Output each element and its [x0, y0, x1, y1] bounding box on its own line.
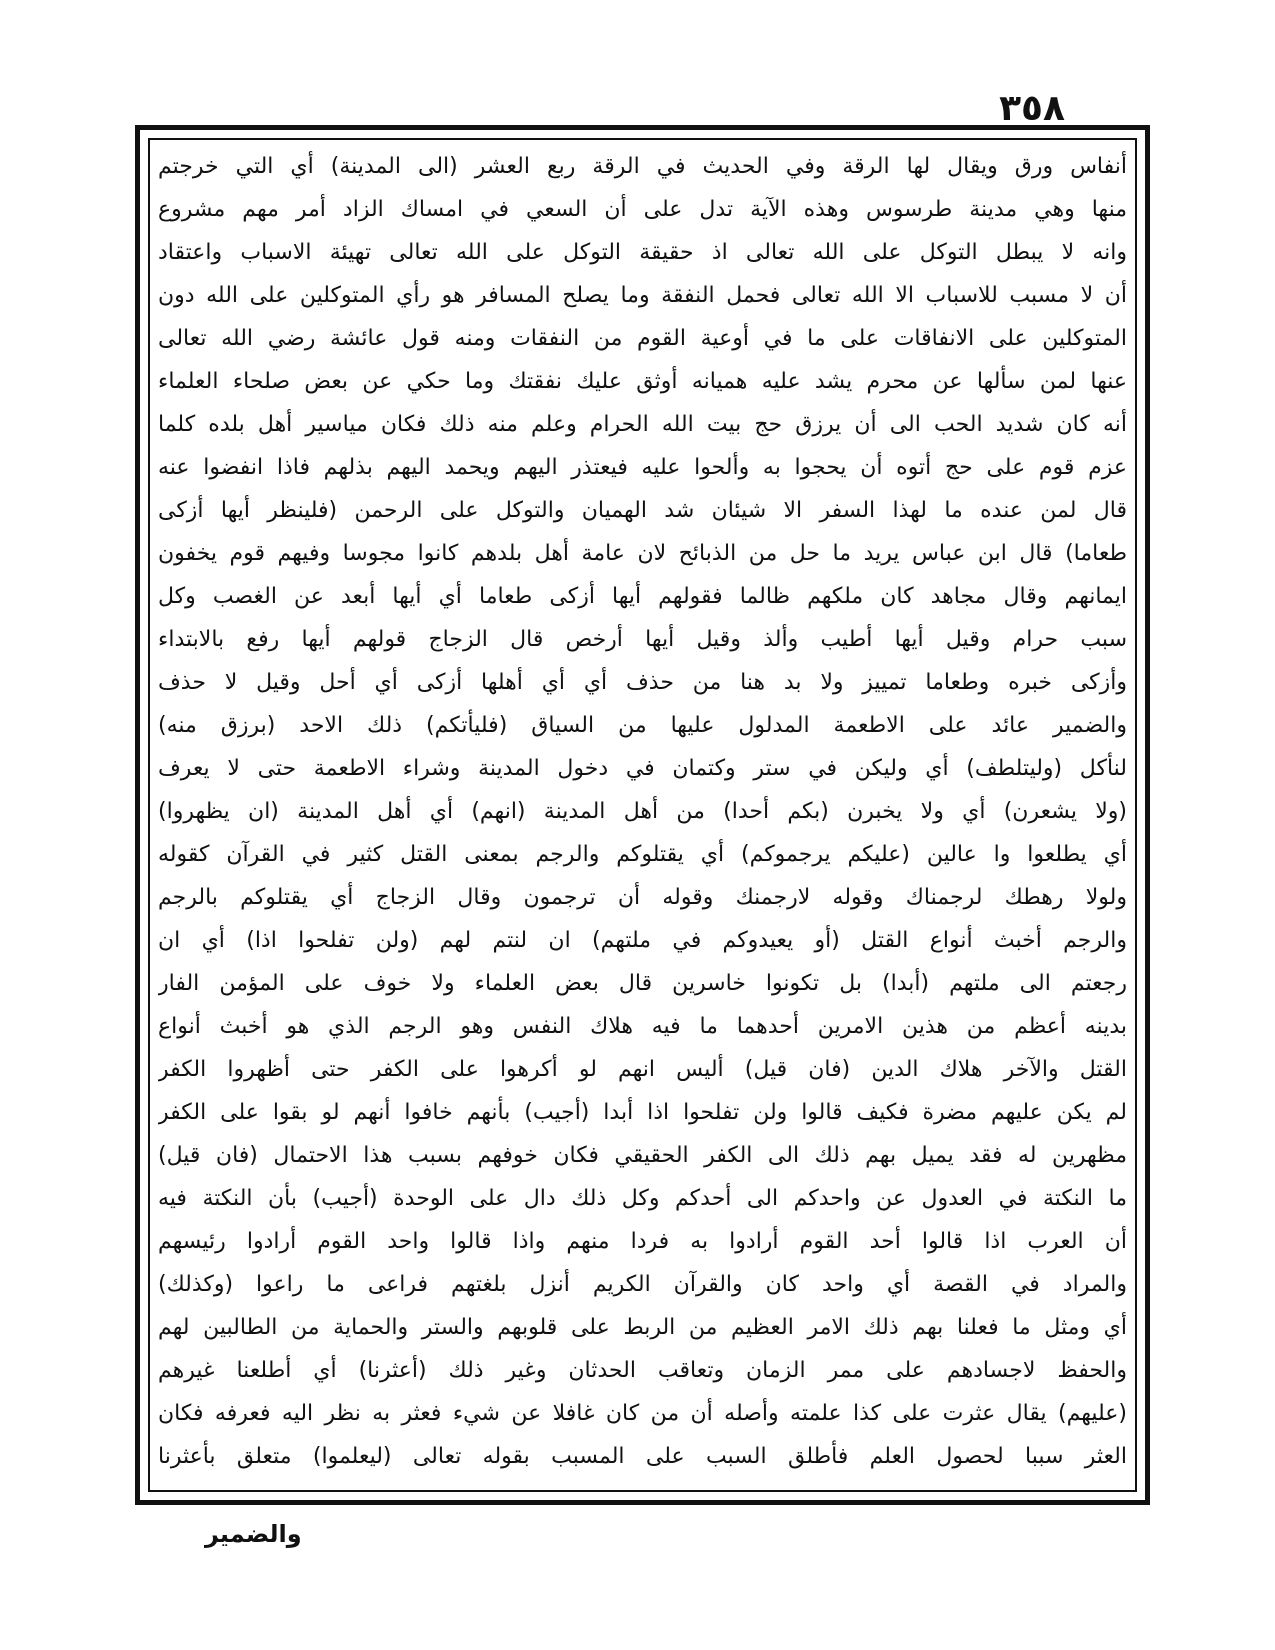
- text-line: لنأكل (وليتلطف) أي وليكن في ستر وكتمان في دخول المدينة وشراء الاطعمة حتى لا يعرف: [158, 756, 1127, 781]
- text-line: العثر سببا لحصول العلم فأطلق السبب على المسبب بقوله تعالى (ليعلموا) متعلق بأعثرنا: [158, 1444, 1127, 1469]
- text-line: أن لا مسبب للاسباب الا الله تعالى فحمل النفقة وما يصلح المسافر هو رأي المتوكلين على الله دون: [158, 283, 1127, 308]
- text-line: (ولا يشعرن) أي ولا يخبرن (بكم أحدا) من أهل المدينة (انهم) أي أهل المدينة (ان يظهروا): [158, 799, 1127, 824]
- text-block: [150, 140, 1135, 1490]
- text-line: أنفاس ورق ويقال لها الرقة وفي الحديث في الرقة ربع العشر (الى المدينة) أي التي خرجتم: [158, 154, 1127, 179]
- text-line: أن العرب اذا قالوا أحد القوم أرادوا به فردا منهم واذا قالوا واحد القوم أرادوا رئيسهم: [158, 1229, 1127, 1254]
- text-line: سبب حرام وقيل أيها أطيب وألذ وقيل أيها أرخص قال الزجاج قولهم أيها رفع بالابتداء: [158, 627, 1127, 652]
- text-line: والمراد في القصة أي واحد كان والقرآن الكريم أنزل بلغتهم فراعى ما راعوا (وكذلك): [158, 1272, 1127, 1297]
- text-line: وانه لا يبطل التوكل على الله تعالى اذ حقيقة التوكل على الله تعالى تهيئة الاسباب واعتقاد: [158, 240, 1127, 265]
- text-line: والحفظ لاجسادهم على ممر الزمان وتعاقب الحدثان وغير ذلك (أعثرنا) أي أطلعنا غيرهم: [158, 1358, 1127, 1383]
- text-line: رجعتم الى ملتهم (أبدا) بل تكونوا خاسرين قال بعض العلماء ولا خوف على المؤمن الفار: [158, 971, 1127, 996]
- text-line: لم يكن عليهم مضرة فكيف قالوا ولن تفلحوا اذا أبدا (أجيب) بأنهم خافوا أنهم لو بقوا على الكفر: [158, 1100, 1127, 1125]
- text-line: المتوكلين على الانفاقات على ما في أوعية القوم من النفقات ومنه قول عائشة رضي الله تعالى: [158, 326, 1127, 351]
- text-line: أنه كان شديد الحب الى أن يرزق حج بيت الله الحرام وعلم منه ذلك فكان مياسير أهل بلده كلما: [158, 412, 1127, 437]
- text-line: طعاما) قال ابن عباس يريد ما حل من الذبائح لان عامة أهل بلدهم كانوا مجوسا وفيهم قوم يخفون: [158, 541, 1127, 566]
- text-line: أي ومثل ما فعلنا بهم ذلك الامر العظيم من الربط على قلوبهم والستر والحماية من الطالبين لهم: [158, 1315, 1127, 1340]
- text-line: عزم قوم على حج أتوه أن يحجوا به وألحوا عليه فيعتذر اليهم ويحمد اليهم بذلهم فاذا انفضوا عنه: [158, 455, 1127, 480]
- text-line: وأزكى خبره وطعاما تمييز ولا بد هنا من حذف أي أي أهلها أزكى أي أحل وقيل لا حذف: [158, 670, 1127, 695]
- text-line: والرجم أخبث أنواع القتل (أو يعيدوكم في ملتهم) ان لنتم لهم (ولن تفلحوا اذا) أي ان: [158, 928, 1127, 953]
- text-line: عنها لمن سألها عن محرم يشد عليه هميانه أوثق عليك نفقتك وما حكي عن بعض صلحاء العلماء: [158, 369, 1127, 394]
- text-line: القتل والآخر هلاك الدين (فان قيل) أليس انهم لو أكرهوا على الكفر حتى أظهروا الكفر: [158, 1057, 1127, 1082]
- text-line: قال لمن عنده ما لهذا السفر الا شيئان شد الهميان والتوكل على الرحمن (فلينظر أيها أزكى: [158, 498, 1127, 523]
- text-line: ولولا رهطك لرجمناك وقوله لارجمنك وقوله أن ترجمون وقال الزجاج أي يقتلوكم بالرجم: [158, 885, 1127, 910]
- page-number: ٣٥٨: [999, 88, 1065, 129]
- text-line: (عليهم) يقال عثرت على كذا علمته وأصله أن من كان غافلا عن شيء فعثر به نظر اليه فعرفه فكان: [158, 1401, 1127, 1426]
- text-line: ايمانهم وقال مجاهد كان ملكهم ظالما فقولهم أيها أزكى طعاما أي أيها أبعد عن الغصب وكل: [158, 584, 1127, 609]
- text-line: بدينه أعظم من هذين الامرين أحدهما ما فيه هلاك النفس وهو الرجم الذي هو أخبث أنواع: [158, 1014, 1127, 1039]
- text-line: أي يطلعوا وا عالين (عليكم يرجموكم) أي يقتلوكم والرجم بمعنى القتل كثير في القرآن كقوله: [158, 842, 1127, 867]
- text-line: مظهرين له فقد يميل بهم ذلك الى الكفر الحقيقي فكان خوفهم بسبب هذا الاحتمال (فان قيل): [158, 1143, 1127, 1168]
- catchword: والضمير: [205, 1520, 302, 1548]
- text-line: والضمير عائد على الاطعمة المدلول عليها من السياق (فليأتكم) ذلك الاحد (برزق منه): [158, 713, 1127, 738]
- text-line: منها وهي مدينة طرسوس وهذه الآية تدل على أن السعي في امساك الزاد أمر مهم مشروع: [158, 197, 1127, 222]
- text-line: ما النكتة في العدول عن واحدكم الى أحدكم وكل ذلك دال على الوحدة (أجيب) بأن النكتة فيه: [158, 1186, 1127, 1211]
